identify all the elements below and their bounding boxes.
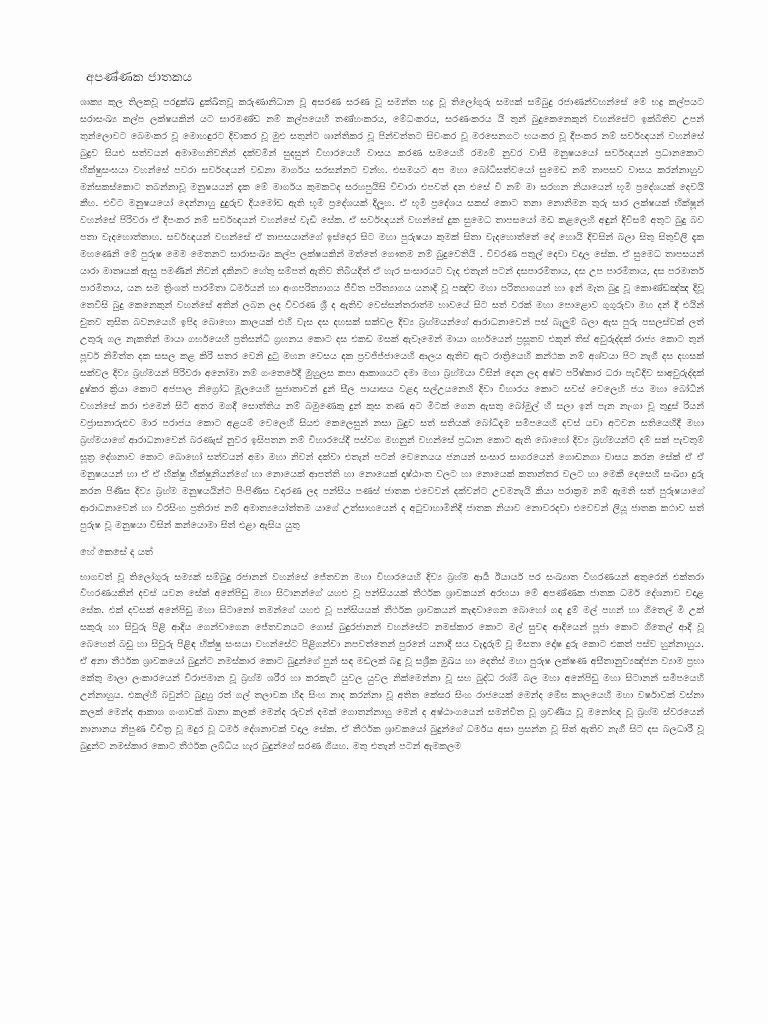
section-subheading: හේ කෙසේ ද යත් xyxy=(80,546,153,558)
body-paragraph-2: භාගවත් වූ තිලෝගුරු සම්‍යක් සම්බුදු රජානන් වහන්සේ ජේතවන මහා විහාරයෙහි දිව්‍ය බ්‍රහ්ම ආර්‍ය ඊයාර්ය පර සංඛ්‍යාත විහරණයන් අතුරෙන් එක්තරා විහරණයකින් දවස් යවන සේක් අනේපිඩු මහා සිටානන්ගේ යහළු වූ පන්සියයක් තීර්ථක ශ්‍රාවකයන් අරභයා මේ අපණ්ණක ජාතක ධර්ම දේශනාව වදාළ සේක. එක් දවසක් අනේපිඩු මහා සිටානෝ තමන්ගේ යහළු වූ පන්සියයක් තීර්ථක ශ්‍රාවකයන් කැඳවාගෙන බොහෝ ගඳ දුම් මල් පහන් හා ගිතෙල් මී උක් සකුරු හා සිවුරු පිළි ආදිය ගෙන්වාගෙන ජේතවනයට ගොස් බුදුරජානන් වහන්සේට නමස්කාර කොට මල් සුවඳ ආදියෙන් පූජා කොට ගිතෙල් ආදී වූ බෙහෙත් බඩු හා සිවුරු පිළිඳ භික්ෂු සංඝයා වහන්සේට පිළිගන්වා නපවත්තෙන් පුරනේ යනාදී සය වැදෑරුම් වූ මිසතා දෝෂ දුරු කොට එකත් පස්ව හුන්නාහුය. ඒ අනා තීර්ථක ශ්‍රාවකයෝ බුදුන්ට නමස්කාර කොට බුදුන්ගේ පුන් සඳ මඩලක් බඳු වූ සශ්‍රීක මුඛය හා දෙතිස් මහා පුරුෂ ලක්ෂණ අසීතානුව්‍යඤ්ජන ව්‍යාම ප්‍රභා කේතු මාලා ලංකාරයෙන් විරාජමාන වූ බ්‍රහ්ම ශරීර හා කරකැටි යුවල යුවල නික්මෙන්නා වූ සභ බුද්ධ රශ්මි බල මහා අනේපිඩු මහා සිටානන් සමීපයෙහි උන්නාහුය. එකල්හි බවුන්ට බුදුහු රත් ගල් තලාවක හිඳ සිංහ නාද කරන්නා වූ අතිත කේසර සිංහ රාජයෙක් මෙන්ද මේඝ කාලයෙහි මහා වර්ෂාවක් වස්නා කලක් මෙන්ද ආකාශ ගංගාවක් බානා කලක් මෙන්ද රුවන් දමක් ගොතන්නාහු මෙන් ද අෂ්ඨාංගයෙන් සමන්විත වූ ශ්‍රවණීය වූ මනෝඥ වූ බ්‍රහ්ම ස්වරයෙන් නානානය නිපුණ විචිත්‍ර වූ මදුර වූ ධර්ම දේශනාවක් වදාල සේක. ඒ තීර්ථක ශ්‍රාවකයෝ බුදුන්ගේ ධර්මය අසා ප්‍රසන්න වූ සිත් ඇතිව නැගී සිට දස බලධාරී වූ බුදුන්ට නමස්කාර කොට තීර්ථක ලබ්ධිය හැර බුදුන්ගේ සරණ ගියහ. මතු එතැන් පටන් ඇමකලම xyxy=(80,571,704,752)
body-paragraph-1: ශාක්‍ය කුල තිලකවූ පරදුක්ඛ දුක්ඛිතවූ කරුණානිධාන වූ අසරණ සරණ වූ සමන්ත භද්‍ර වූ තිලෝගුරු සම්‍යක් සම්බුදු රජාණන්වහන්සේ මේ භද්‍ර කල්පයට සරාසංඛ්‍ය කල්ප ලක්ෂයකින් යට සාරමණ්ඩ නම් කල්පයෙහි තණ්හංකරය, මේධංකරය, සරණංකරය යි තුන් බුදුකෙනෙකුන් වහන්සේට ඉක්බිතිව උපන් තුන්ලොවට බෙමංකර වූ මොහඳුරට දිවාකර වූ මුළු සතුන්ට ශාන්තිකර වූ පින්වත්තට සිවංකර වූ මරසෙනගට භයංකර වූ දීපංකර නම් සර්වඥයන් වහන්සේ බුදුව සියළු සත්වයන් අමාමහනිවනින් දක්වමින් සුදසුන් විහාරයෙහි වාසය කරණ සමයෙහි රම්‍යම් නුවර වාසී මනුෂයයෝ සර්වඥයන් ප්‍රධානකොට භික්ෂුසංඝයා වහන්සේ පවරා සර්වඥයන් වඩනා මාර්ගය සරසන්නට වන්හ. එසමයට අප මහා බෝධිසත්වයෝ සුමෙඩ නම් තාපසව වාසය කරන්නාහුව මන්සකස්කොට තබන්නාවූ මනුෂයයන් දැක මේ මාර්ගය කුමකටද සරහපුයිසි විචාරා එපවත් දන එසේ වී නම් මා සරහන නියායෙන් භූමි ප්‍රදේශයක් දෙවයි කීහ. එවිට මනුෂයයෝ දෙන්නාහු දුදුරුව දියමෝඩ ඇති භූමි ප්‍රදේශයක් දිලූහ. ඒ භූමි ප්‍රදේශය සකස් කොට තනා නොනිමන තුරු සාර ලක්ෂයක් භික්ෂූන් වහන්සේ පිරිවරා ඒ දීපංකර නම් සර්වඥයන් වහන්සේ වැඩි සේක. ඒ සර්වඥයන් වහන්සේ දුක සුමෙධ තාපසයෝ මඩ කළලෙහි අඳුන් දිවිසම් අතුට බුදු බව පතා වැදහොත්තාහ. සර්වඥයන් වහන්සේ ඒ තාපසයාන්ගේ ඉස්දොර සිට මහා පුරුෂයා කුමක් සිතා වැදහොත්තේ දෝ හොයි දිවසින් බලා සිතු සිතුවිලි දැක මහණෙනි මේ පුරුෂ මෙම මෙතනට සාරාසංඛ්‍ය කල්ප ලක්ෂයකින් මත්තේ ගෞතම නම් බුදුවෙතියි . විවරණ පතුල් දෙවා වදාල සේක. ඒ සුමෙධ තාපසයන් යාරා මාතෘයක් ඇසු පමණින් නිවන් දකිනට හේතු සම්පත් ඇතිව තිබියදිත් ඒ හැර සංසාරයට වැද එතැන් පටන් දසපාරමිතාය, දස උප පාරමිතාය, දස පරමාර්ත පාරමිතාය, යන සම ත්‍රිංශත් පාරමිතා ධර්මයන් හා අංගපරිත්‍යාගය ජීවිත පරිත්‍යාගය යනාදී වූ පඤ්ච මහා පරිත්‍යාගයන් හා ඉන් මැත බුදු වූ කොණ්ඩඤ්ඤ දිවූ තෙවිසි බුදු කෙනෙකුන් වහන්සේ අතින් ලබන ලද විවරණ ශ්‍රී ද ඇතිව වෙස්සන්තරාත්ම භාවයේ සිට සත් වරක් මහා පොළොව ගුගුරුවා මහ දන් දී එයින් චුතව තුසිත බවනයෙහි ඉපිද බොහො කාලයක් එහි වැස දස දහසක් සක්වල දිව්‍ය බ්‍රහ්මයන්ගේ ආරාධනාවෙන් පස් බැලුම් බලා ඇස පුරු පසලස්වක් ලත් උතුරු ගල නැකතින් මායා ගර්භයෙහි ප්‍රතිසන්ධි ග්‍රහනය කොට දස එකඩ මසක් ඇවෑමෙන් මායා ගර්භයෙන් ප්‍රසූතව එකූන් තිස් අවුරුද්දක් රාජ්‍ය කොට තුන් පූර්ව නිමිත්ත දක සසල කළ කිරි සතර වෙනි දුටු මහන වෙසය දක ප්‍රවජිජ්ජායෙහි ආලය ඇතිව ඇට රාත්‍රියෙහි කන්ථක නම් අශ්වයා පිට නැගී දස දහසක් සක්වල දිව්‍ය බ්‍රහ්මයන් පිරිවරා අනෝමා නම් ගංතෙරේදී මුහුලස කපා ආකාශයට දමා මහා බ්‍රහ්මයා විසින් දෙන ලද අෂ්ට පරිෂ්කාර ධරා පැවිදිව සාඅවුරුද්දක් දුෂ්කර ක්‍රියා කොට අජපාල නිග්‍රෝධ මූලයෙහි සුජාතාවන් දුන් සීල පායාසය වළදා සල්උයනෙහි දිවා විහාරය කොට සවස් වෙලෙහි ජය මහා බෝධීන් වහන්සේ කරා එමෙන් සිටි අතර මගදී සොත්තිය නම් බමුණෙකු දුන් කුස තණ අට මිටක් ගෙන ඇසතු බෝමුල් හි සලා ඉන් පැන නැංගා වූ තුදුස් රියන් වජ්‍රාසනාරුඪව මාර පරාජය කොට අළයම් වෙලෙහි සියළු කෙලෙසුන් නසා බුදුව සත් සතියක් බෝධිදැම සමීපයෙහි දවස් යවා අටවන සතියෙහිදී මහා බ්‍රහ්මයාගේ ආරාධනාවෙන් බරණැස් නුවර ඉසිපතන නම් විහාරයේදී පස්වග මහනුන් වහන්සේ ප්‍රධාන කොට ඇති බොහෝ දිව්‍ය බ්‍රහ්මයන්ට දම් සක් පැවතුම් සූත්‍ර දේශනාව කොට බොහෝ සත්වයන් අමා මහා නිවන් දක්වා එතැන් පටන් වෙනෙයය ජනයන් සංසාර සාගරයෙන් ගොඩනගා වාසය කරන සේක් ඒ ඒ මනුෂයයන් හා ඒ ඒ භික්ෂු භික්ෂුනියන්ගේ හා නොයෙක් ආපත්ති හා නොයෙක් දෘෂ්ඨාංත වලට හා නොයෙක් කතාන්තර වලට හා මෙකී දෙසෙහි සංඛ්‍යා දුරු කරන පිණිස දිව්‍ය බ්‍රහ්ම මනුෂයයින්ට පිංපිණිස වදාරණ ලද පන්සිය පණස් ජාතක එවෙවන් දක්වන්ට උවමනැයි කියා පරාක්‍රම නම් ඇමති සත් පුරුෂයාගේ ආරාධනාවෙන් හා විරසිංහ ප්‍රතිරාජ නම් අමාත්‍යයෝත්තම යාගේ උත්සාහයෙන් ද අටුවාහාමිනිදි ජාතක නියාව නොවරදවා එවෙවන් ලියූ ජාතක කථාව සත් පුරුෂ වූ මනුෂයා විසින් කන්යොමා සිත් එළා ඇසිය යුතු xyxy=(80,97,704,531)
document-title: අපණ්ණක ජාතකය xyxy=(86,70,193,85)
